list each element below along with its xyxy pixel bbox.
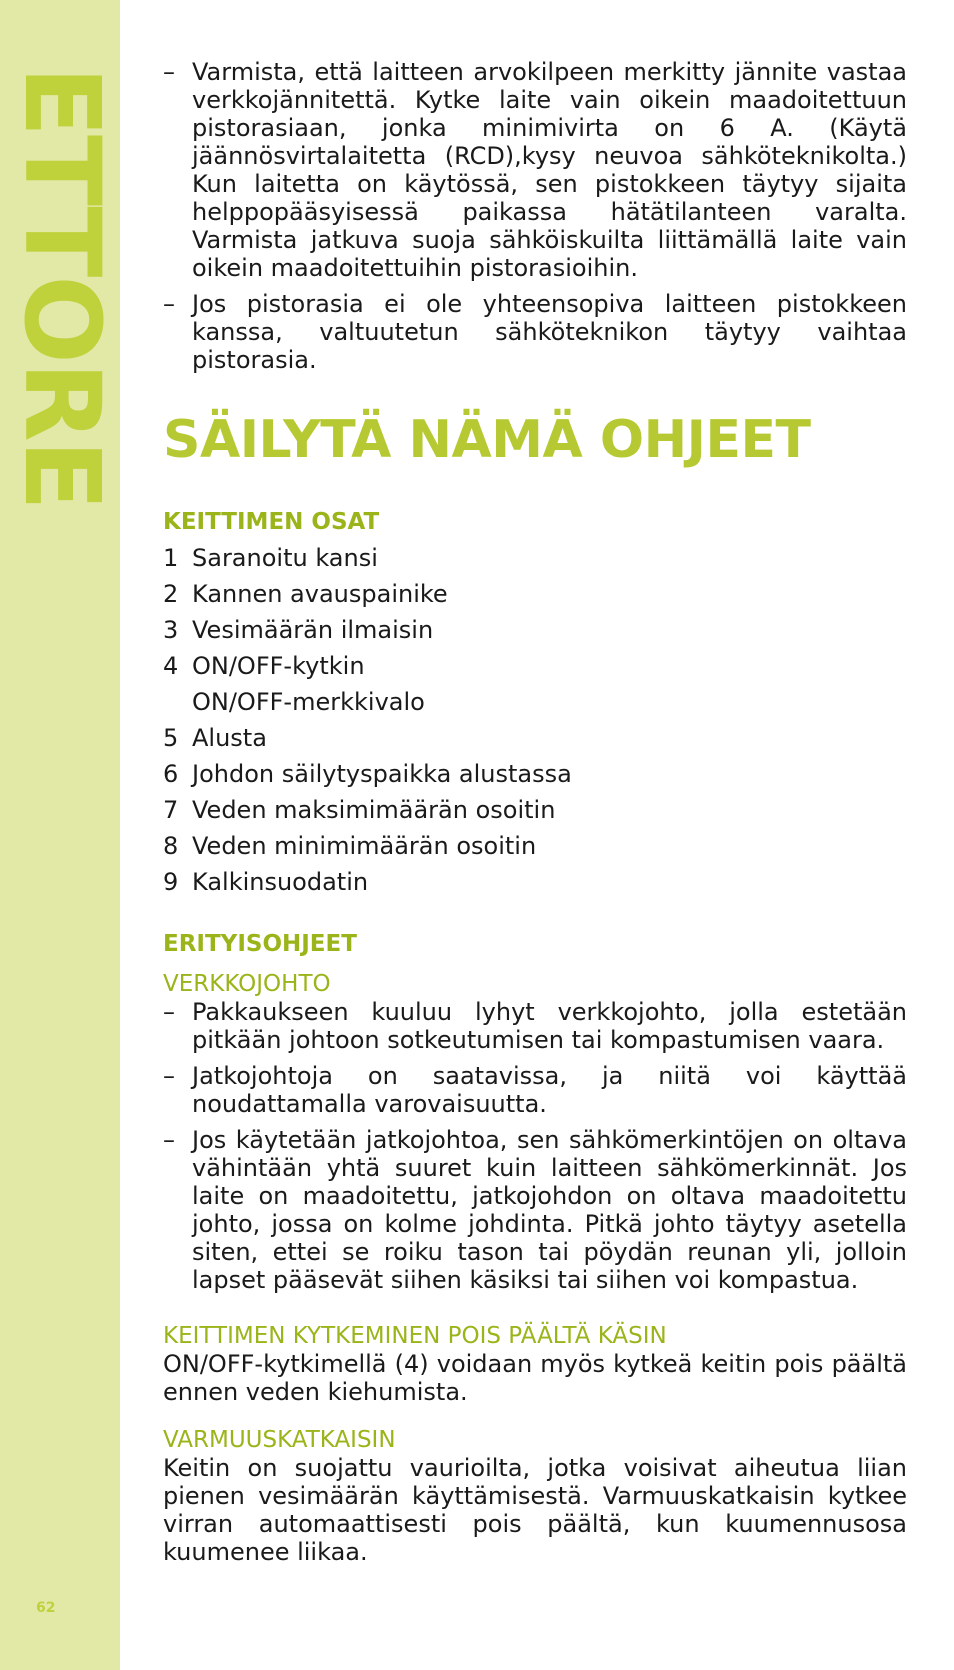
paragraph-switch-off: ON/OFF-kytkimellä (4) voidaan myös kytkeä keitin pois päältä ennen veden kiehumista. [163,1350,907,1406]
item-label: Saranoitu kansi [192,544,378,572]
list-item [163,720,907,756]
list-item [163,648,907,684]
subheading-safety-cutout: VARMUUSKATKAISIN [163,1427,396,1453]
page-number: 62 [36,1600,56,1616]
dash-marker: – [163,998,175,1026]
item-label: Vesimäärän ilmaisin [192,616,434,644]
list-item [163,58,907,282]
dash-marker: – [163,58,175,86]
item-number: 6 [163,760,179,788]
item-number: 7 [163,796,179,824]
list-item [163,828,907,864]
list-item [163,576,907,612]
item-label: Johdon säilytyspaikka alustassa [192,760,572,788]
item-number: 1 [163,544,179,572]
bullet-text: Jos pistorasia ei ole yhteensopiva laitteen pistokkeen kanssa, valtuutetun sähköteknikon täytyy vaihtaa pistorasia. [192,290,907,374]
item-label: Veden maksimimäärän osoitin [192,796,556,824]
intro-bullet-list [163,58,907,374]
bullet-text: Pakkaukseen kuuluu lyhyt verkkojohto, jolla estetään pitkään johtoon sotkeutumisen tai kompastumisen vaara. [192,998,907,1054]
list-item [163,756,907,792]
item-number: 3 [163,616,179,644]
bullet-text: Jos käytetään jatkojohtoa, sen sähkömerkintöjen on oltava vähintään yhtä suuret kuin laitteen sähkömerkinnät. Jos laite on maadoitettu, jatkojohdon on oltava maadoitettu johto, jossa on kolme johdinta. Pitkä johto täytyy asetella siten, ettei se roiku tason tai pöydän reunan yli, jolloin lapset pääsevät siihen käsiksi tai siihen voi kompastua. [192,1126,907,1294]
list-item [163,684,907,720]
list-item [163,1126,907,1294]
list-item [163,290,907,374]
subheading-cord: VERKKOJOHTO [163,971,331,997]
list-item [163,612,907,648]
page-content [163,58,907,1566]
dash-marker: – [163,290,175,318]
cord-bullet-list [163,998,907,1294]
list-item [163,998,907,1054]
list-item [163,540,907,576]
list-item [163,864,907,900]
list-item [163,792,907,828]
paragraph-safety-cutout: Keitin on suojattu vaurioilta, jotka voisivat aiheutua liian pienen vesimäärän käyttämisestä. Varmuuskatkaisin kytkee virran automaattisesti pois päältä, kun kuumennusosa kuumenee liikaa. [163,1454,907,1566]
item-number: 8 [163,832,179,860]
section-heading-parts: KEITTIMEN OSAT [163,509,380,535]
dash-marker: – [163,1126,175,1154]
bullet-text: Jatkojohtoja on saatavissa, ja niitä voi käyttää noudattamalla varovaisuutta. [192,1062,907,1118]
item-number: 4 [163,652,179,680]
dash-marker: – [163,1062,175,1090]
parts-list [163,540,907,900]
item-label: ON/OFF-merkkivalo [192,688,425,716]
item-number: 2 [163,580,179,608]
list-item [163,1062,907,1118]
bullet-text: Varmista, että laitteen arvokilpeen merkitty jännite vastaa verkkojännitettä. Kytke laite vain oikein maadoitettuun pistorasiaan, jonka minimivirta on 6 A. (Käytä jäännösvirtalaitetta (RCD),kysy neuvoa sähköteknikolta.) Kun laitetta on käytössä, sen pistokkeen täytyy sijaita helppopääsyisessä paikassa hätätilanteen varalta. Varmista jatkuva suoja sähköiskuilta liittämällä laite vain oikein maadoitettuihin pistorasioihin. [192,58,907,282]
item-label: Alusta [192,724,267,752]
item-label: ON/OFF-kytkin [192,652,365,680]
section-heading-special: ERITYISOHJEET [163,931,357,957]
item-number: 9 [163,868,179,896]
item-label: Veden minimimäärän osoitin [192,832,537,860]
sidebar [0,0,123,1670]
brand-wordmark: ETTORE [1,66,123,509]
subheading-switch-off: KEITTIMEN KYTKEMINEN POIS PÄÄLTÄ KÄSIN [163,1323,667,1349]
item-label: Kannen avauspainike [192,580,448,608]
item-number: 5 [163,724,179,752]
page-title: SÄILYTÄ NÄMÄ OHJEET [163,410,811,470]
item-label: Kalkinsuodatin [192,868,369,896]
